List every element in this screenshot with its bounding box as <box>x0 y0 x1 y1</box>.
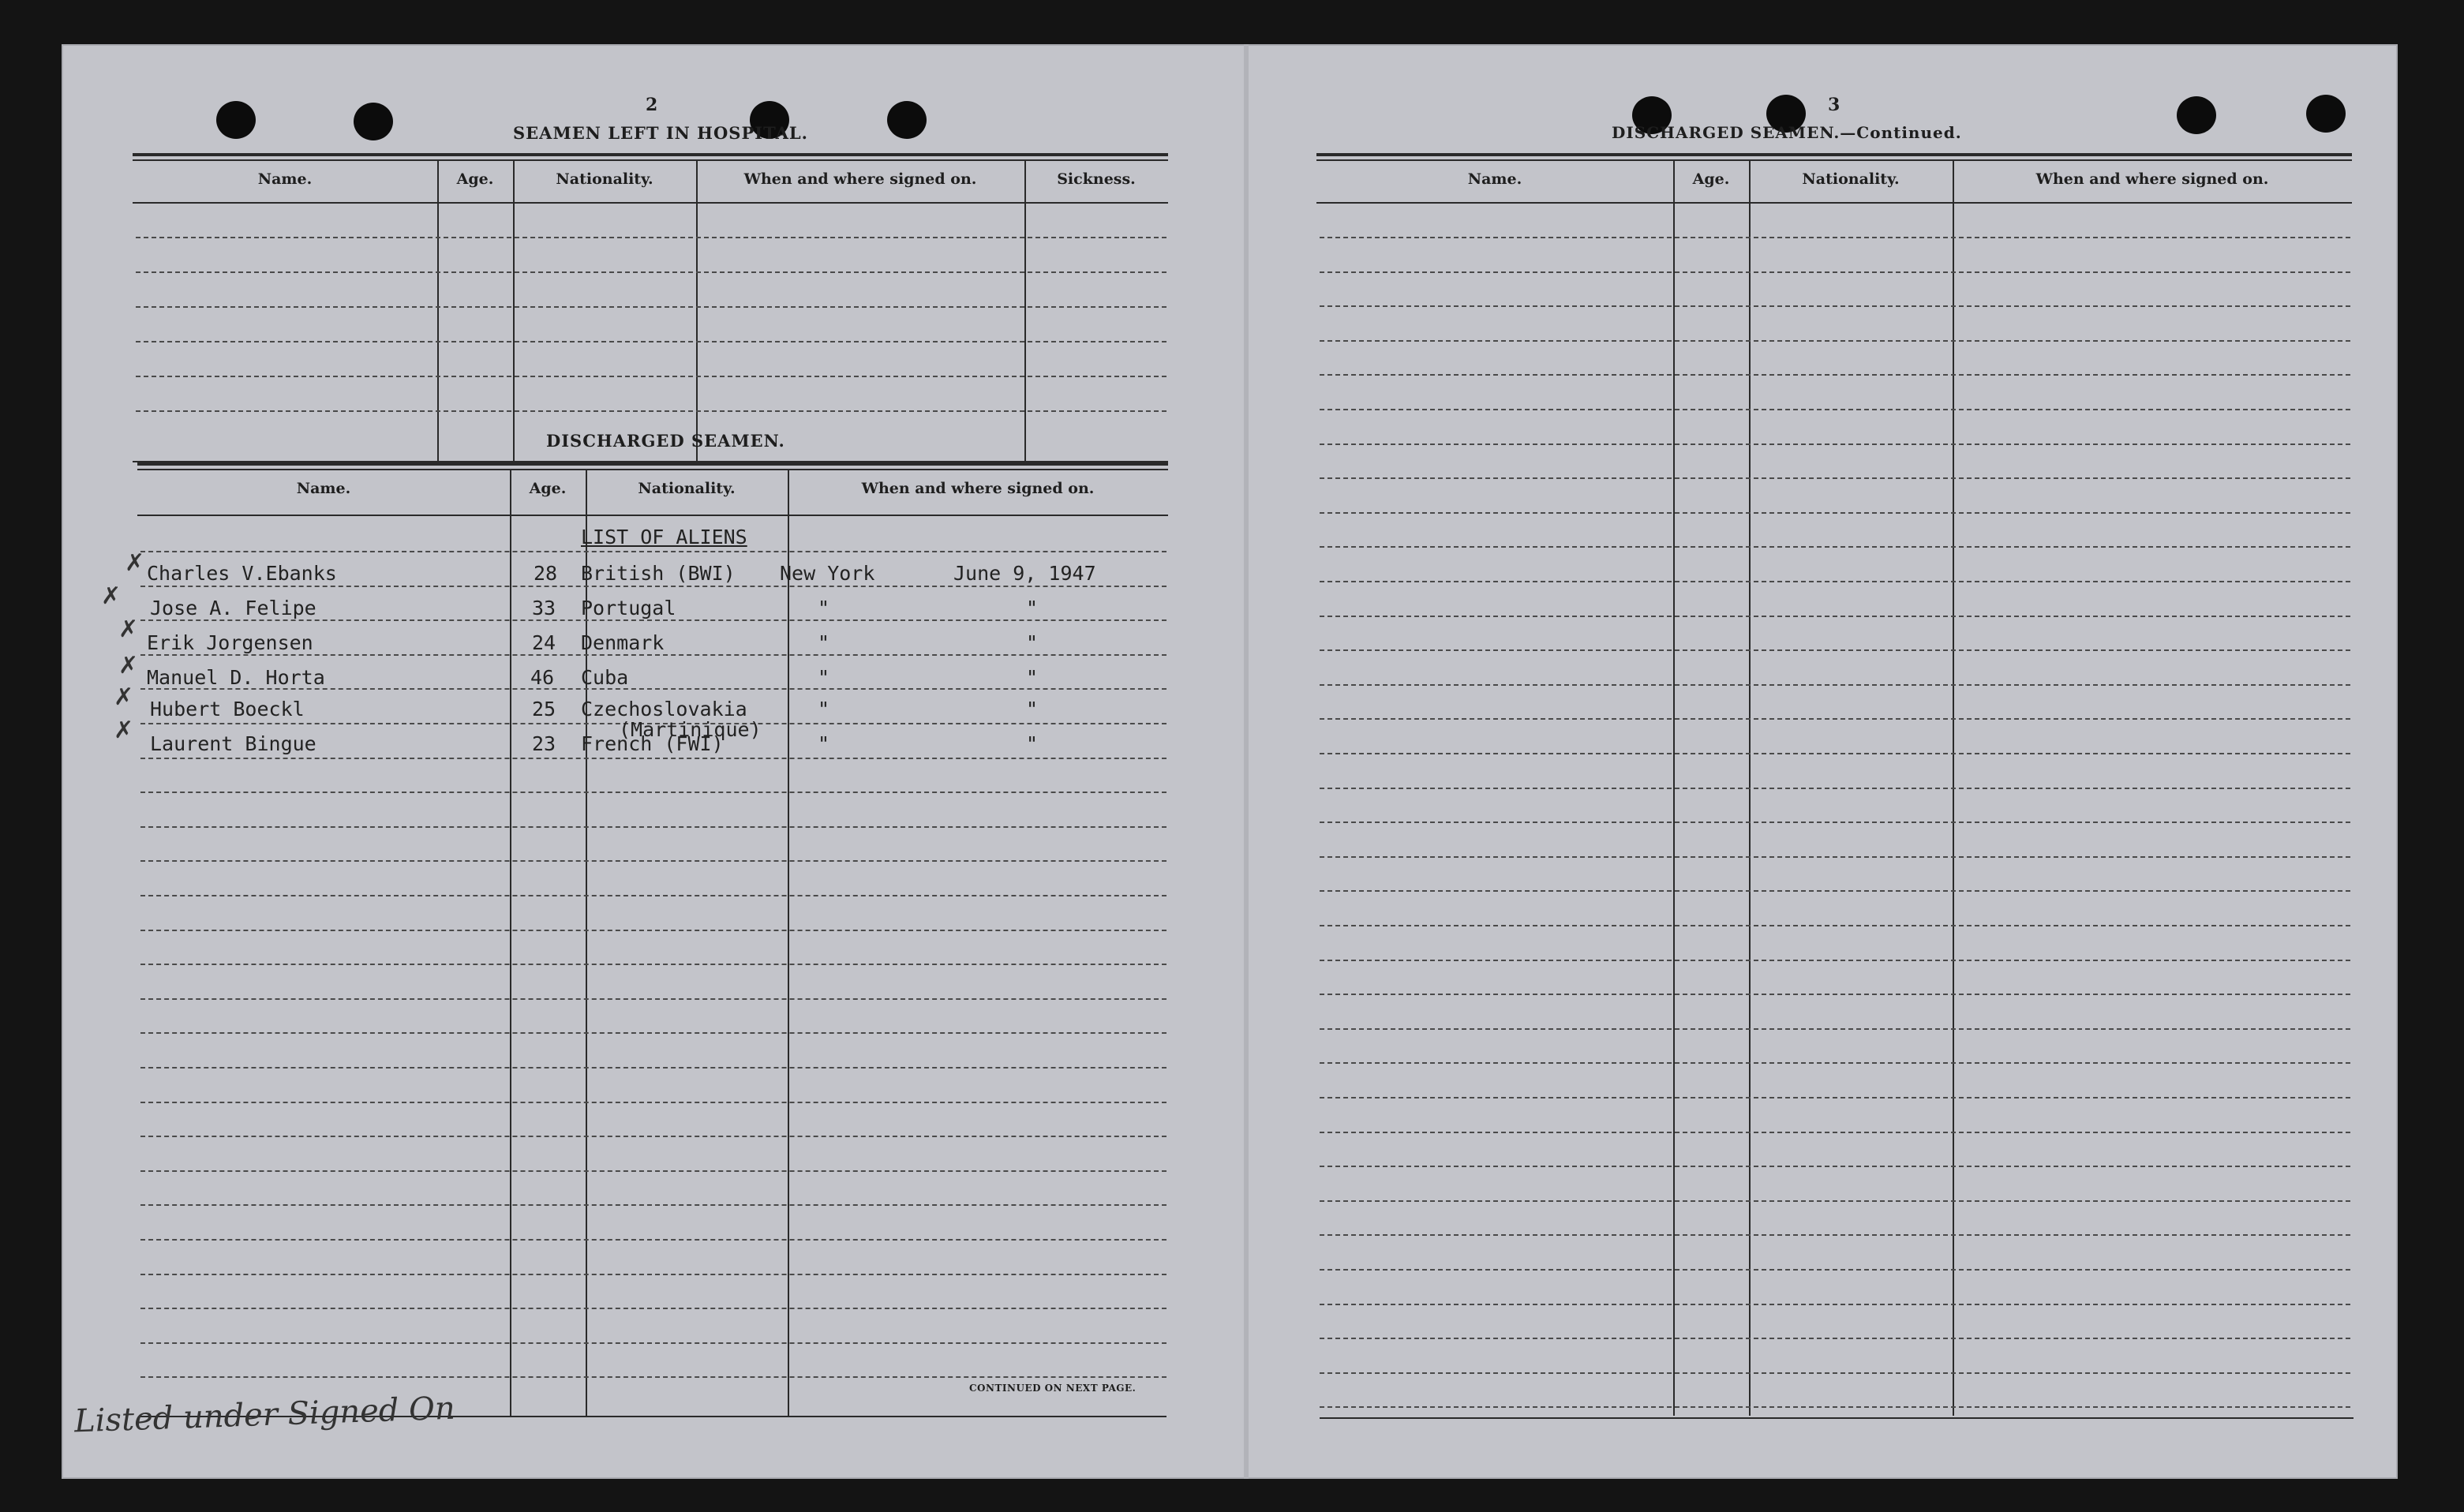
punch-hole <box>216 101 256 139</box>
punch-hole <box>887 101 927 139</box>
discharged-col-divider <box>510 470 511 1417</box>
discharged-col-divider <box>788 470 789 1417</box>
row-5-date: " <box>1026 698 1039 720</box>
ruled-line <box>1320 1132 2350 1133</box>
ruled-line <box>140 1342 1166 1344</box>
hospital-header-sickness: Sickness. <box>1057 170 1136 188</box>
ruled-line <box>140 1136 1166 1137</box>
row-3-nationality: Denmark <box>581 631 665 654</box>
ruled-line <box>140 1067 1166 1069</box>
continued-footnote: CONTINUED ON NEXT PAGE. <box>969 1383 1137 1394</box>
discharged-top-rule-2 <box>137 469 1168 470</box>
row-5-name: Hubert Boeckl <box>150 698 305 720</box>
ruled-line <box>140 792 1166 793</box>
row-2-place: " <box>818 597 830 619</box>
row-5-nationality: Czechoslovakia <box>581 698 747 720</box>
check-mark: ✗ <box>118 616 139 643</box>
right-header-signed-on: When and where signed on. <box>2035 170 2269 188</box>
punch-hole <box>2177 96 2216 134</box>
row-4-place: " <box>818 666 830 689</box>
hospital-row-line <box>136 341 1166 342</box>
row-3-date: " <box>1026 631 1039 654</box>
ruled-line <box>1320 374 2350 376</box>
hospital-row-line <box>136 376 1166 377</box>
list-of-aliens-heading: LIST OF ALIENS <box>581 526 747 548</box>
ruled-line <box>140 998 1166 1000</box>
ruled-line <box>1320 616 2350 617</box>
ruled-line <box>1320 1097 2350 1098</box>
ruled-line <box>1320 684 2350 686</box>
right-bottom-rule <box>1320 1417 2354 1419</box>
check-mark: ✗ <box>114 683 134 711</box>
hospital-header-nationality: Nationality. <box>556 170 653 188</box>
punch-hole <box>354 103 393 140</box>
ruled-line <box>1320 925 2350 926</box>
ruled-line <box>140 1274 1166 1275</box>
hospital-col-divider <box>696 161 698 461</box>
row-6-date: " <box>1026 732 1039 755</box>
discharged-header-nationality: Nationality. <box>638 480 736 497</box>
ruled-line <box>1320 512 2350 514</box>
ruled-line <box>1320 856 2350 858</box>
hospital-header-signed-on: When and where signed on. <box>743 170 977 188</box>
hospital-header-name: Name. <box>257 170 313 188</box>
ruled-line <box>140 860 1166 862</box>
row-2-nationality: Portugal <box>581 597 676 619</box>
ruled-line <box>140 826 1166 828</box>
right-top-rule-2 <box>1316 159 2352 161</box>
ruled-line <box>1320 1269 2350 1271</box>
hospital-row-line <box>136 410 1166 412</box>
ruled-line <box>1320 1028 2350 1030</box>
right-header-nationality: Nationality. <box>1802 170 1900 188</box>
ruled-line <box>1320 1234 2350 1236</box>
discharged-header-rule <box>137 515 1168 516</box>
row-4-age: 46 <box>530 666 555 689</box>
hospital-col-divider <box>1024 161 1026 461</box>
ruled-line <box>1320 443 2350 445</box>
row-1-place: New York <box>780 562 875 585</box>
row-3-name: Erik Jorgensen <box>147 631 313 654</box>
ruled-line <box>140 619 1166 621</box>
row-6-name: Laurent Bingue <box>150 732 316 755</box>
ruled-line <box>1320 1200 2350 1202</box>
discharged-header-signed-on: When and where signed on. <box>861 480 1095 497</box>
row-6-place: " <box>818 732 830 755</box>
ruled-line <box>1320 1338 2350 1339</box>
page-fold <box>1244 44 1249 1479</box>
row-4-name: Manuel D. Horta <box>147 666 325 689</box>
ruled-line <box>1320 890 2350 892</box>
hospital-col-divider <box>437 161 439 461</box>
ruled-line <box>140 964 1166 965</box>
left-page-number: 2 <box>646 95 658 115</box>
handwritten-note: Listed under Signed On <box>73 1390 456 1440</box>
row-1-date: June 9, 1947 <box>953 562 1096 585</box>
row-5-age: 25 <box>532 698 556 720</box>
ruled-line <box>140 1102 1166 1103</box>
row-1-age: 28 <box>534 562 558 585</box>
ruled-line <box>140 551 1166 552</box>
ruled-line <box>1320 340 2350 342</box>
ruled-line <box>140 1239 1166 1241</box>
ruled-line <box>140 1308 1166 1309</box>
ruled-line <box>140 1204 1166 1206</box>
check-mark: ✗ <box>101 582 122 610</box>
discharged-section-title: DISCHARGED SEAMEN. <box>546 431 785 451</box>
punch-hole <box>2306 95 2346 133</box>
ruled-line <box>1320 409 2350 410</box>
ruled-line <box>1320 1372 2350 1374</box>
ruled-line <box>140 1376 1166 1378</box>
row-2-date: " <box>1026 597 1039 619</box>
hospital-section-title: SEAMEN LEFT IN HOSPITAL. <box>513 123 808 143</box>
right-header-name: Name. <box>1467 170 1522 188</box>
ruled-line <box>1320 477 2350 479</box>
right-header-age: Age. <box>1692 170 1730 188</box>
row-4-nationality: Cuba <box>581 666 629 689</box>
hospital-row-line <box>136 237 1166 238</box>
ruled-line <box>140 654 1166 656</box>
ruled-line <box>140 1032 1166 1034</box>
ruled-line <box>140 586 1166 587</box>
row-3-age: 24 <box>532 631 556 654</box>
ruled-line <box>1320 788 2350 789</box>
check-mark: ✗ <box>114 717 134 744</box>
row-1-nationality: British (BWI) <box>581 562 736 585</box>
ruled-line <box>1320 1406 2350 1408</box>
document-sheet <box>62 44 2398 1479</box>
hospital-header-rule <box>133 202 1168 204</box>
ruled-line <box>1320 1166 2350 1167</box>
ruled-line <box>1320 1304 2350 1305</box>
ruled-line <box>1320 1062 2350 1064</box>
row-6-nationality-note: (Martinique) <box>619 718 762 741</box>
hospital-top-rule-2 <box>133 159 1168 161</box>
ruled-line <box>1320 271 2350 273</box>
check-mark: ✗ <box>118 652 139 679</box>
hospital-top-rule <box>133 153 1168 156</box>
discharged-header-age: Age. <box>529 480 567 497</box>
ruled-line <box>140 930 1166 931</box>
hospital-row-line <box>136 271 1166 273</box>
right-page-number: 3 <box>1828 95 1841 115</box>
row-6-nationality: French (FWI) <box>581 732 724 755</box>
row-2-name: Jose A. Felipe <box>150 597 316 619</box>
check-mark: ✗ <box>125 549 145 577</box>
row-3-place: " <box>818 631 830 654</box>
ruled-line <box>1320 753 2350 754</box>
discharged-top-rule <box>137 462 1168 466</box>
right-top-rule <box>1316 153 2352 156</box>
hospital-header-age: Age. <box>456 170 494 188</box>
ruled-line <box>1320 718 2350 720</box>
row-1-name: Charles V.Ebanks <box>147 562 337 585</box>
ruled-line <box>140 895 1166 896</box>
ruled-line <box>1320 960 2350 961</box>
ruled-line <box>140 758 1166 759</box>
ruled-line <box>1320 994 2350 995</box>
hospital-col-divider <box>513 161 515 461</box>
ruled-line <box>1320 821 2350 823</box>
ruled-line <box>1320 649 2350 651</box>
ruled-line <box>1320 581 2350 582</box>
ruled-line <box>1320 546 2350 548</box>
ruled-line <box>1320 237 2350 238</box>
ruled-line <box>140 1170 1166 1172</box>
hospital-row-line <box>136 306 1166 308</box>
row-6-age: 23 <box>532 732 556 755</box>
discharged-header-name: Name. <box>296 480 351 497</box>
right-header-rule <box>1316 202 2352 204</box>
row-2-age: 33 <box>532 597 556 619</box>
ruled-line <box>1320 305 2350 307</box>
right-section-title: DISCHARGED SEAMEN.—Continued. <box>1612 123 1962 142</box>
row-5-place: " <box>818 698 830 720</box>
row-4-date: " <box>1026 666 1039 689</box>
